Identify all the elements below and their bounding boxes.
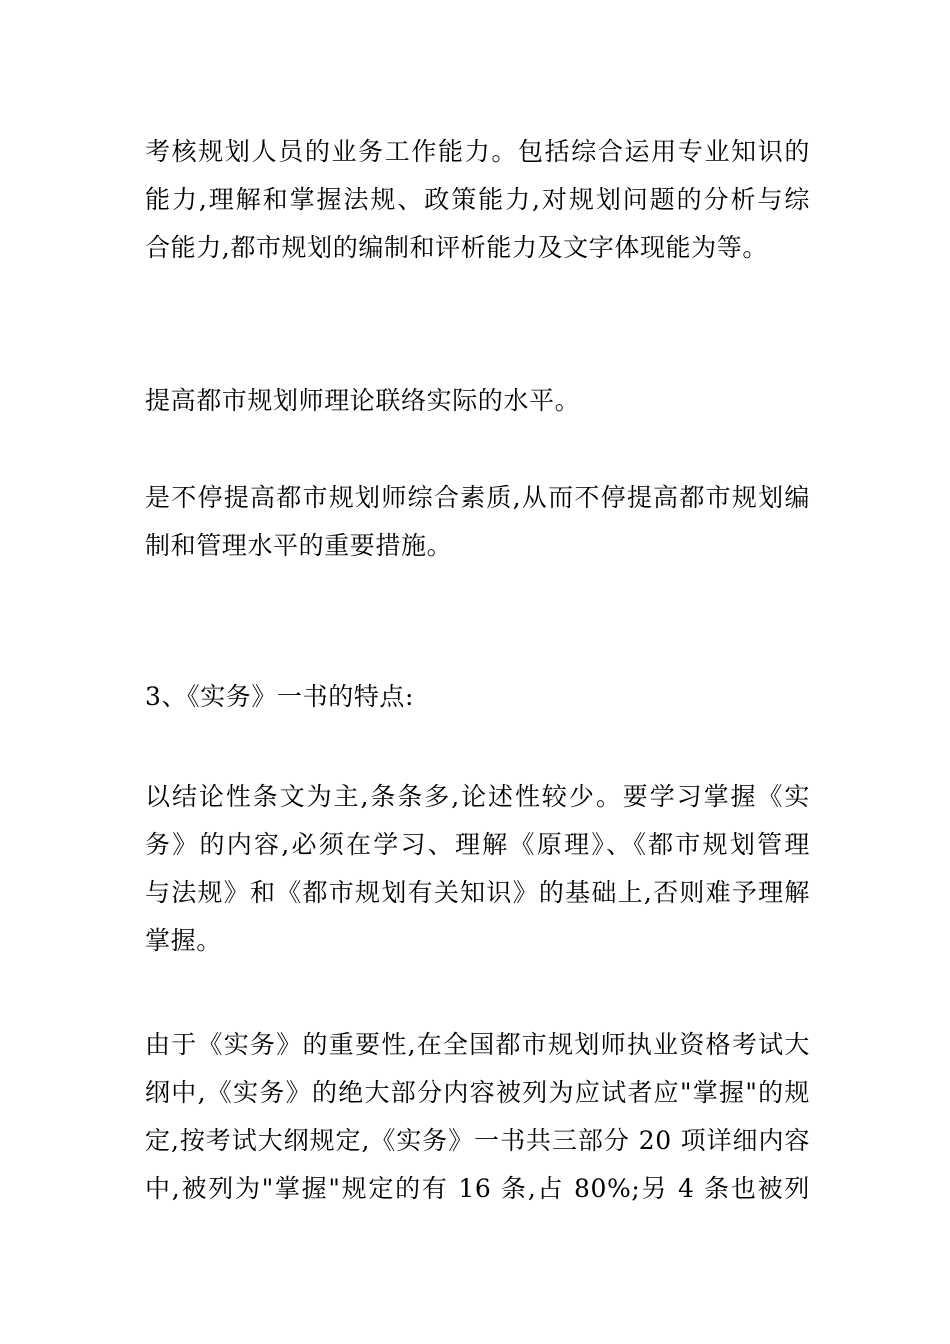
text-line: 是不停提高都市规划师综合素质,从而不停提高都市规划编 (145, 483, 810, 512)
text-line: 提高都市规划师理论联络实际的水平。 (145, 386, 581, 415)
paragraph-importance (145, 1021, 810, 1213)
paragraph-quality (145, 474, 810, 570)
paragraph-book-content (145, 773, 810, 965)
text-line: 以结论性条文为主,条条多,论述性较少。要学习掌握《实 (145, 782, 810, 811)
text-line: 纲中,《实务》的绝大部分内容被列为应试者应"掌握"的规 (145, 1078, 810, 1107)
text-line: 3、《实务》一书的特点: (145, 682, 415, 711)
text-line: 中,被列为"掌握"规定的有 16 条,占 80%;另 4 条也被列 (145, 1174, 810, 1203)
text-line: 考核规划人员的业务工作能力。包括综合运用专业知识的 (145, 137, 810, 166)
text-line: 掌握。 (145, 926, 222, 955)
paragraph-theory-practice (145, 377, 810, 425)
text-line: 合能力,都市规划的编制和评析能力及文字体现能为等。 (145, 233, 768, 262)
paragraph-capability (145, 128, 810, 272)
text-line: 务》的内容,必须在学习、理解《原理》、《都市规划管理 (145, 830, 810, 859)
text-line: 能力,理解和掌握法规、政策能力,对规划问题的分析与综 (145, 185, 810, 214)
section-heading-book-features (145, 673, 810, 721)
text-line: 与法规》和《都市规划有关知识》的基础上,否则难予理解 (145, 878, 810, 907)
text-line: 制和管理水平的重要措施。 (145, 531, 453, 560)
text-line: 定,按考试大纲规定,《实务》一书共三部分 20 项详细内容 (145, 1126, 810, 1155)
text-line: 由于《实务》的重要性,在全国都市规划师执业资格考试大 (145, 1030, 810, 1059)
